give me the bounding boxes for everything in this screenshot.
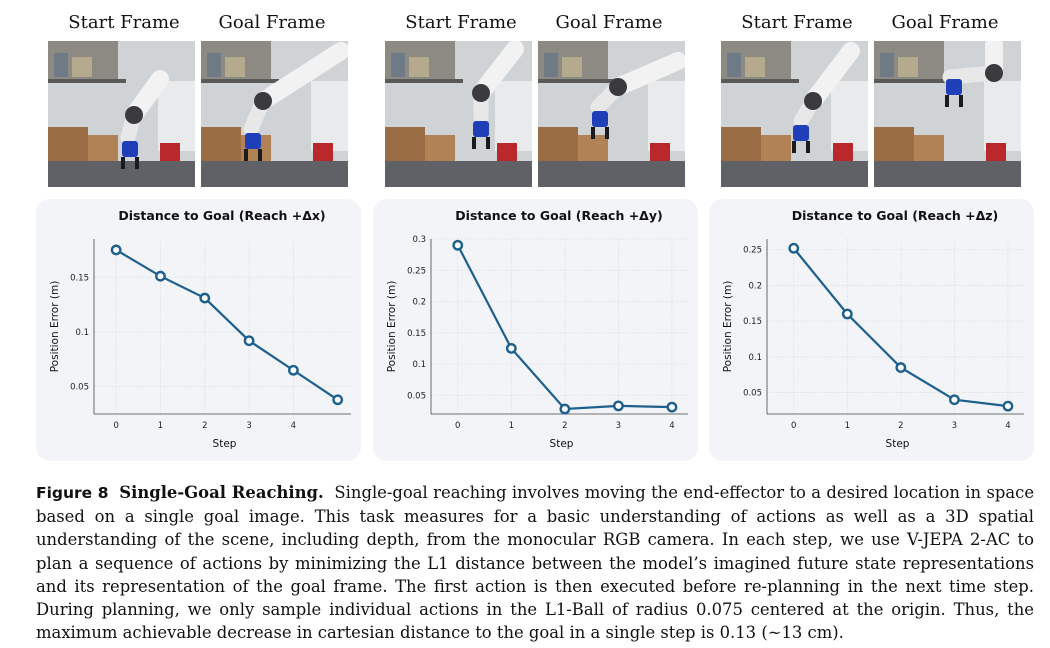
x-tick-label: 4 (290, 421, 297, 431)
data-point (507, 344, 515, 352)
figure-caption (36, 481, 1034, 644)
y-tick-label: 0.2 (748, 281, 762, 292)
y-tick-label: 0.25 (743, 245, 762, 256)
chart-title: Distance to Goal (Reach +Δz) (791, 208, 999, 223)
robot-scene (48, 41, 195, 187)
robot-scene (721, 41, 868, 187)
robot-joint (804, 92, 822, 110)
robot-scene (201, 41, 348, 187)
figure-label: Figure 8 (36, 484, 109, 502)
data-point (790, 244, 798, 252)
chart-title: Distance to Goal (Reach +Δy) (455, 208, 663, 223)
red-object (650, 143, 670, 161)
robot-gripper (245, 133, 261, 149)
x-axis-label: Step (885, 438, 910, 450)
x-tick-label: 1 (508, 421, 515, 431)
y-axis-label: Position Error (m) (386, 280, 398, 373)
x-tick-label: 1 (157, 421, 164, 431)
data-point (1004, 402, 1012, 410)
robot-joint (985, 64, 1003, 82)
start-frame-image (721, 41, 868, 187)
reach-z-panel (709, 0, 1034, 470)
goal-frame-image (874, 41, 1021, 187)
robot-scene (385, 41, 532, 187)
distance-chart-card (36, 199, 361, 461)
red-object (160, 143, 180, 161)
robot-gripper (946, 79, 962, 95)
red-object (497, 143, 517, 161)
robot-joint (472, 84, 490, 102)
x-tick-label: 2 (898, 421, 904, 431)
x-tick-label: 3 (246, 421, 252, 431)
y-tick-label: 0.1 (748, 352, 762, 363)
goal-frame-label: Goal Frame (218, 12, 326, 33)
red-object (833, 143, 853, 161)
table (721, 161, 868, 187)
robot-gripper (592, 111, 608, 127)
table (385, 161, 532, 187)
y-axis-label: Position Error (m) (722, 280, 734, 373)
robot-scene (874, 41, 1021, 187)
y-tick-label: 0.05 (743, 388, 762, 399)
table (874, 161, 1021, 187)
robot-joint (609, 78, 627, 96)
x-tick-label: 0 (113, 421, 119, 431)
y-tick-label: 0.15 (743, 317, 762, 328)
x-tick-label: 3 (615, 421, 622, 431)
robot-scene (538, 41, 685, 187)
robot-joint (125, 106, 143, 124)
reach-y-panel (373, 0, 698, 470)
x-axis-label: Step (212, 438, 237, 450)
series-line (116, 250, 338, 400)
robot-joint (254, 92, 272, 110)
x-tick-label: 3 (951, 421, 958, 431)
y-tick-label: 0.15 (70, 273, 89, 284)
start-frame-image (48, 41, 195, 187)
distance-chart-card (373, 199, 698, 461)
y-tick-label: 0.2 (412, 297, 426, 308)
data-point (334, 396, 342, 404)
x-tick-label: 0 (791, 421, 797, 431)
x-tick-label: 4 (669, 421, 675, 431)
start-frame-label: Start Frame (741, 12, 853, 33)
reach-x-panel (36, 0, 361, 470)
x-tick-label: 2 (202, 421, 208, 431)
y-tick-label: 0.1 (75, 327, 89, 338)
y-tick-label: 0.05 (70, 382, 89, 393)
distance-chart (36, 199, 361, 461)
y-tick-label: 0.05 (407, 391, 426, 402)
data-point (156, 272, 164, 280)
data-point (201, 294, 209, 302)
y-axis-label: Position Error (m) (49, 280, 61, 373)
data-point (668, 403, 676, 411)
distance-chart (373, 199, 698, 461)
table (538, 161, 685, 187)
data-point (561, 405, 569, 413)
y-tick-label: 0.15 (407, 328, 426, 339)
x-tick-label: 1 (844, 421, 851, 431)
table (201, 161, 348, 187)
x-tick-label: 0 (455, 421, 461, 431)
y-tick-label: 0.1 (412, 360, 426, 370)
y-tick-label: 0.3 (412, 235, 426, 245)
data-point (897, 363, 905, 371)
data-point (614, 402, 622, 410)
robot-gripper (793, 125, 809, 141)
data-point (454, 241, 462, 249)
caption-text: Single-goal reaching involves moving the end-effector to a desired location in space based on a single goal image. This task measures for a basic understanding of actions as well as a 3D spatial understanding of the scene, including depth, from the monocular RGB camera. In each step, we use V-JEPA 2-AC to plan a sequence of actions by minimizing the L1 distance between the model’s imagined future state representations and its representation of the goal frame. The first action is then executed before re-planning in the next time step. During planning, we only sample individual actions in the L1-Ball of radius 0.075 centered at the origin. Thus, the maximum achievable decrease in cartesian distance to the goal in a single step is 0.13 (∼13 cm). (36, 483, 1035, 643)
red-object (313, 143, 333, 161)
start-frame-label: Start Frame (405, 12, 517, 33)
x-tick-label: 4 (1005, 421, 1011, 431)
start-frame-image (385, 41, 532, 187)
chart-title: Distance to Goal (Reach +Δx) (118, 208, 326, 223)
robot-gripper (473, 121, 489, 137)
red-object (986, 143, 1006, 161)
goal-frame-label: Goal Frame (555, 12, 663, 33)
robot-gripper (122, 141, 138, 157)
data-point (950, 396, 958, 404)
distance-chart (709, 199, 1034, 461)
goal-frame-label: Goal Frame (891, 12, 999, 33)
goal-frame-image (538, 41, 685, 187)
x-axis-label: Step (549, 438, 574, 450)
data-point (112, 246, 120, 254)
data-point (843, 310, 851, 318)
start-frame-label: Start Frame (68, 12, 180, 33)
data-point (245, 337, 253, 345)
figure-title: Single-Goal Reaching. (119, 483, 324, 502)
data-point (289, 366, 297, 374)
y-tick-label: 0.25 (407, 266, 426, 277)
x-tick-label: 2 (562, 421, 568, 431)
goal-frame-image (201, 41, 348, 187)
distance-chart-card (709, 199, 1034, 461)
